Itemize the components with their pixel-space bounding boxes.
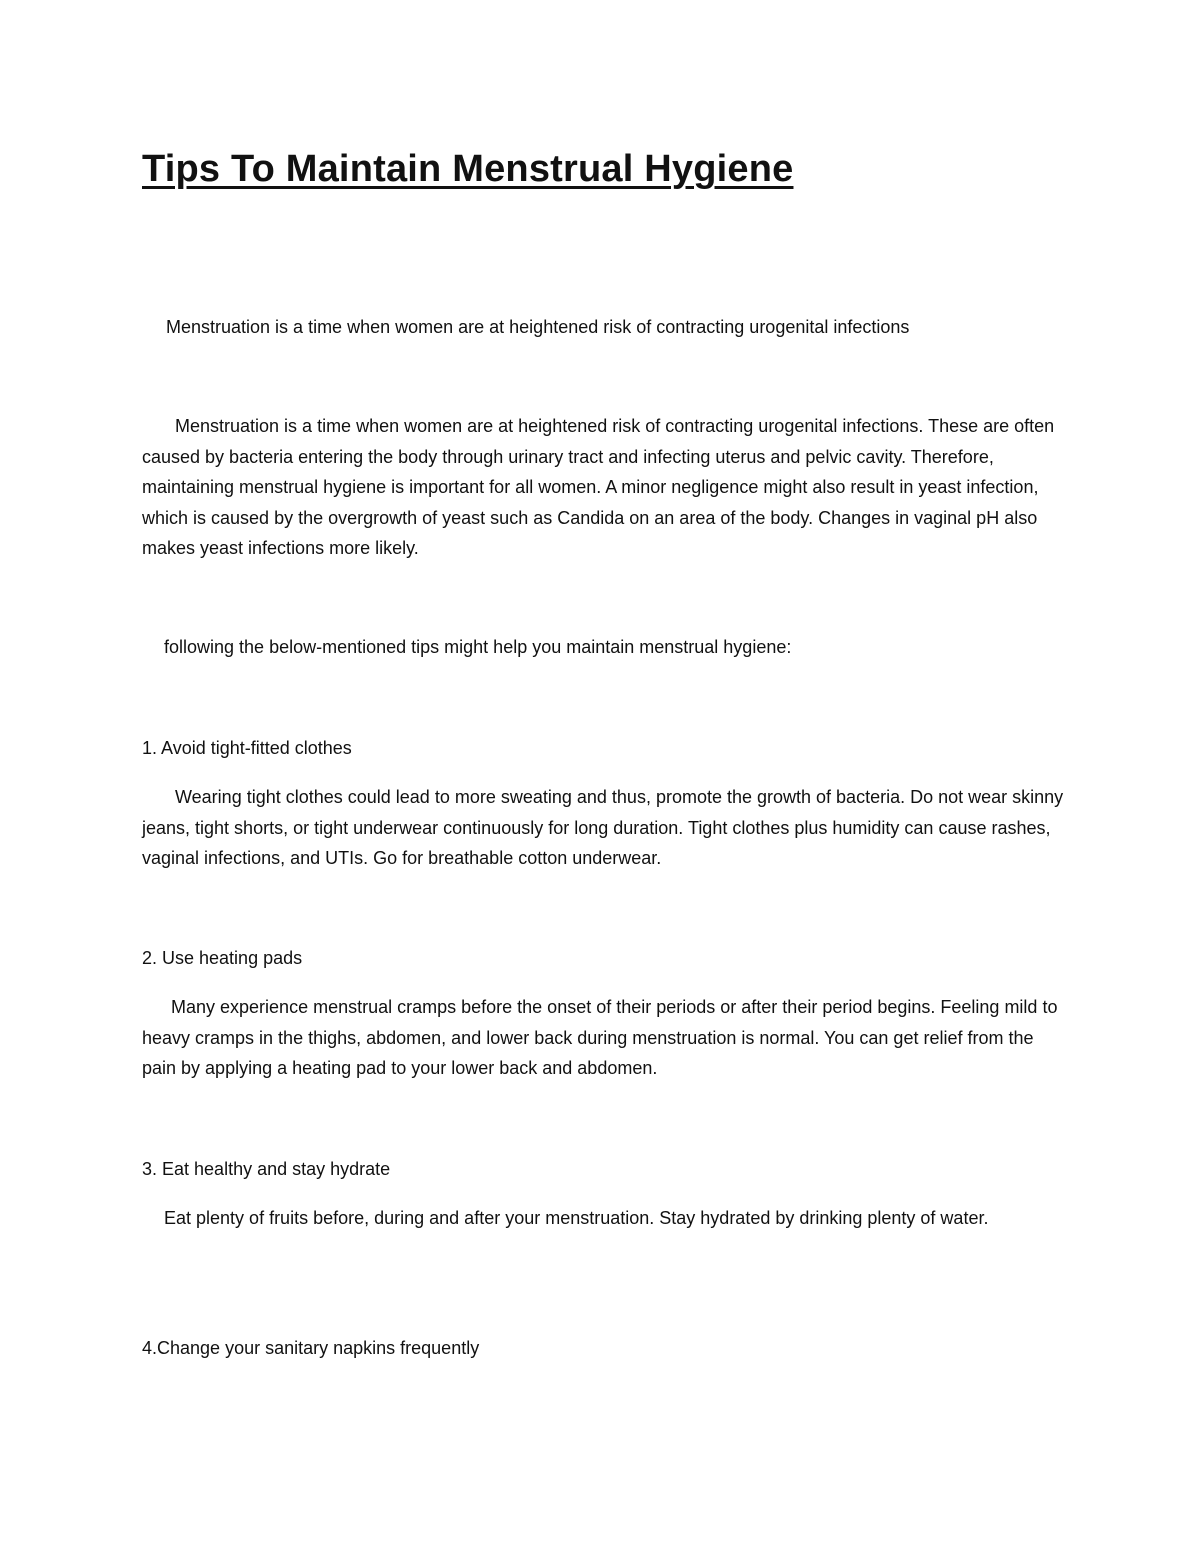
tip-1-body: Wearing tight clothes could lead to more sweating and thus, promote the growth of bacteria. Do not wear skinny jeans, tight shorts, or tight underwear continuously for long duration. Tight clothes plus humidity can cause rashes, vaginal infections, and UTIs. Go for breathable cotton underwear. xyxy=(142,787,1064,868)
document-title: Tips To Maintain Menstrual Hygiene xyxy=(142,148,794,190)
tip-4-heading: 4.Change your sanitary napkins frequently xyxy=(142,1338,480,1358)
tips-lead-in: following the below-mentioned tips might help you maintain menstrual hygiene: xyxy=(164,637,792,657)
tip-3-heading: 3. Eat healthy and stay hydrate xyxy=(142,1159,391,1179)
tip-3-body: Eat plenty of fruits before, during and after your menstruation. Stay hydrated by drinking plenty of water. xyxy=(164,1208,989,1228)
intro-paragraph: Menstruation is a time when women are at heightened risk of contracting urogenital infections. These are often caused by bacteria entering the body through urinary tract and infecting uterus and pelvic cavity. Therefore, maintaining menstrual hygiene is important for all women. A minor negligence might also result in yeast infection, which is caused by the overgrowth of yeast such as Candida on an area of the body. Changes in vaginal pH also makes yeast infections more likely. xyxy=(142,416,1055,558)
intro-summary: Menstruation is a time when women are at heightened risk of contracting urogenital infections xyxy=(166,317,910,337)
tip-2-heading: 2. Use heating pads xyxy=(142,948,303,968)
tip-1-heading: 1. Avoid tight-fitted clothes xyxy=(142,738,352,758)
tip-2-body: Many experience menstrual cramps before the onset of their periods or after their period begins. Feeling mild to heavy cramps in the thighs, abdomen, and lower back during menstruation is normal. You can get relief from the pain by applying a heating pad to your lower back and abdomen. xyxy=(142,997,1058,1078)
